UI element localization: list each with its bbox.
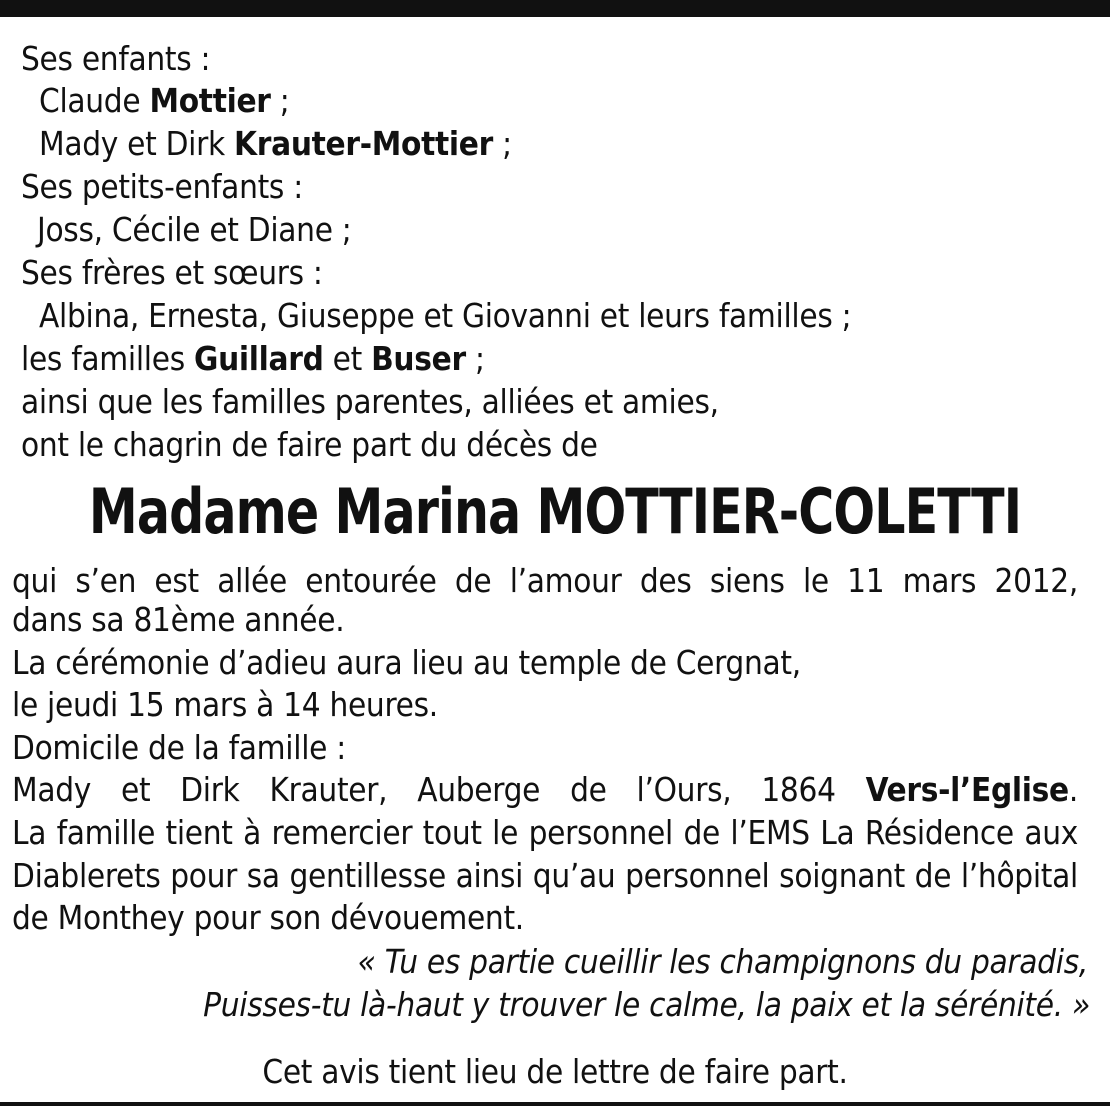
child-2-last-name: Krauter-Mottier bbox=[234, 124, 493, 163]
body-line-3: La cérémonie d’adieu aura lieu au temple de Cergnat, bbox=[12, 643, 801, 682]
thanks-line-3: de Monthey pour son dévouement. bbox=[12, 898, 524, 937]
address-line bbox=[12, 770, 1078, 810]
deceased-name-text: Madame Marina MOTTIER-COLETTI bbox=[88, 475, 1022, 548]
child-2-first-name: Mady et Dirk bbox=[39, 124, 235, 163]
family-buser: Buser bbox=[371, 339, 466, 378]
families-end: ; bbox=[465, 339, 485, 378]
child-2 bbox=[39, 124, 512, 164]
relatives: ainsi que les familles parentes, alliées et amies, bbox=[21, 382, 719, 421]
bottom-rule bbox=[0, 1102, 1110, 1106]
address-place: Vers-l’Eglise bbox=[865, 770, 1069, 809]
body-line-2: dans sa 81ème année. bbox=[12, 600, 345, 639]
child-1 bbox=[39, 81, 290, 121]
child-2-end: ; bbox=[492, 124, 512, 163]
quote-line-1: « Tu es partie cueillir les champignons du paradis, bbox=[357, 942, 1088, 981]
families bbox=[21, 339, 485, 379]
siblings: Albina, Ernesta, Giuseppe et Giovanni et leurs familles ; bbox=[39, 296, 852, 335]
address-text: Mady et Dirk Krauter, Auberge de l’Ours, 1864 bbox=[12, 770, 866, 809]
body-line-4: le jeudi 15 mars à 14 heures. bbox=[12, 685, 438, 724]
top-rule bbox=[0, 0, 1110, 17]
footer-note: Cet avis tient lieu de lettre de faire part. bbox=[262, 1052, 848, 1091]
child-1-end: ; bbox=[270, 81, 290, 120]
grandchildren: Joss, Cécile et Diane ; bbox=[37, 210, 352, 249]
deceased-name bbox=[67, 472, 1044, 552]
family-guillard: Guillard bbox=[194, 339, 324, 378]
child-1-first-name: Claude bbox=[39, 81, 150, 120]
quote-line-2: Puisses-tu là-haut y trouver le calme, la paix et la sérénité. » bbox=[203, 985, 1090, 1024]
thanks-line-2: Diablerets pour sa gentillesse ainsi qu’au personnel soignant de l’hôpital bbox=[12, 856, 1078, 895]
body-line-5: Domicile de la famille : bbox=[12, 728, 346, 767]
announcement: ont le chagrin de faire part du décès de bbox=[21, 425, 598, 464]
thanks-line-1: La famille tient à remercier tout le personnel de l’EMS La Résidence aux bbox=[12, 813, 1078, 852]
children-heading: Ses enfants : bbox=[21, 39, 211, 78]
families-and: et bbox=[323, 339, 372, 378]
grandchildren-heading: Ses petits-enfants : bbox=[21, 167, 303, 206]
siblings-heading: Ses frères et sœurs : bbox=[21, 253, 323, 292]
families-prefix: les familles bbox=[21, 339, 194, 378]
address-end: . bbox=[1068, 770, 1078, 809]
body-line-1: qui s’en est allée entourée de l’amour des siens le 11 mars 2012, bbox=[12, 561, 1078, 600]
child-1-last-name: Mottier bbox=[149, 81, 271, 120]
